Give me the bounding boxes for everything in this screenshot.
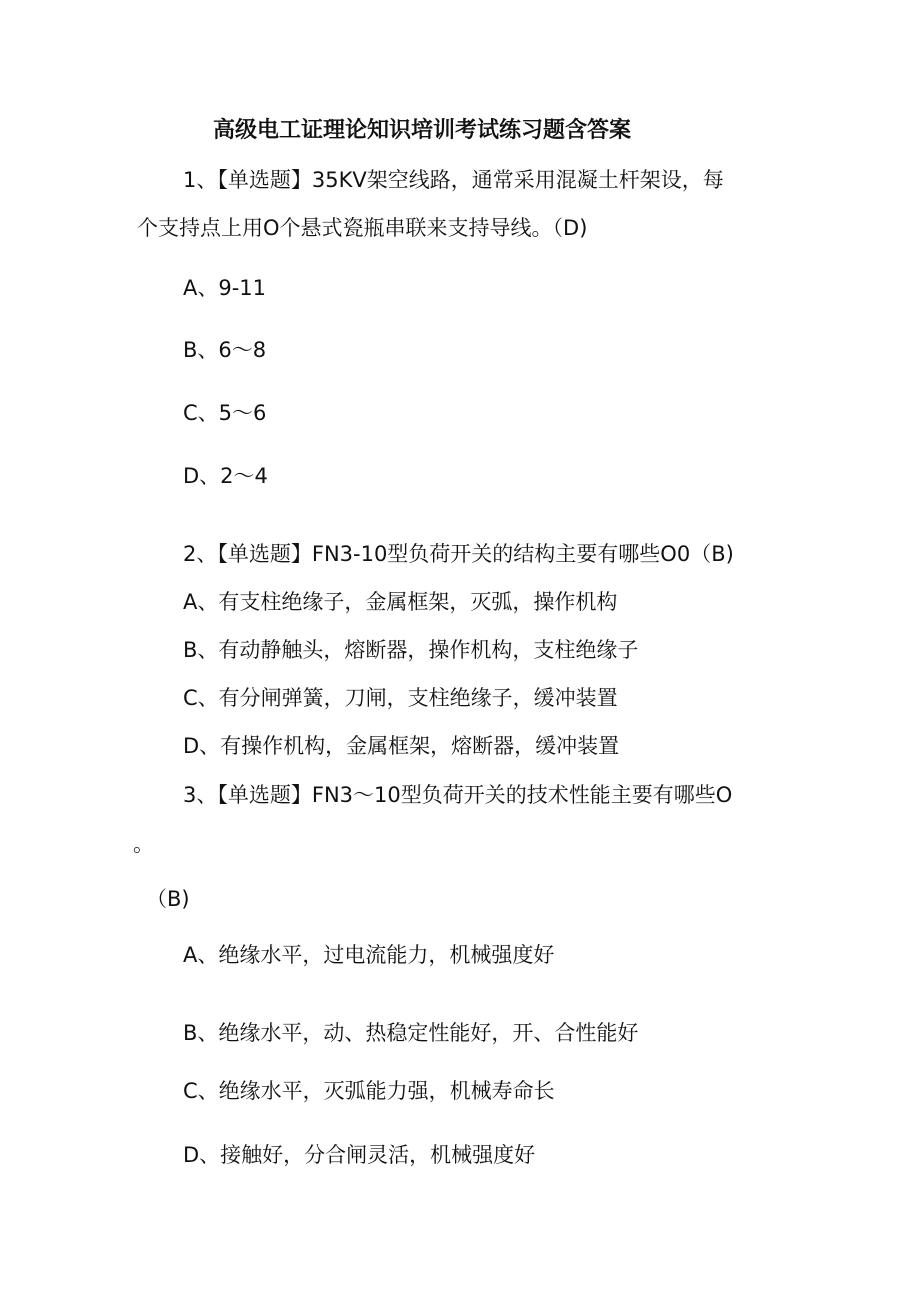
question-1-stem-line-1: 1、【单选题】35KV架空线路，通常采用混凝土杆架设，每 — [183, 168, 724, 192]
question-2-option-a: A、有支柱绝缘子，金属框架，灭弧，操作机构 — [183, 590, 618, 614]
question-3-option-d: D、接触好，分合闸灵活，机械强度好 — [183, 1143, 536, 1167]
question-3-stem-line-2: 。 — [133, 832, 154, 856]
question-3-option-a: A、绝缘水平，过电流能力，机械强度好 — [183, 943, 555, 967]
question-1-stem-line-2: 个支持点上用O个悬式瓷瓶串联来支持导线。（D) — [137, 216, 588, 240]
question-1-option-d: D、2～4 — [183, 464, 268, 488]
question-3-option-c: C、绝缘水平，灭弧能力强，机械寿命长 — [183, 1079, 555, 1103]
question-3-stem-line-1: 3、【单选题】FN3～10型负荷开关的技术性能主要有哪些O — [183, 783, 733, 807]
page-title: 高级电工证理论知识培训考试练习题含答案 — [213, 117, 632, 143]
question-1-option-b: B、6～8 — [183, 338, 267, 362]
question-2-option-c: C、有分闸弹簧，刀闸，支柱绝缘子，缓冲装置 — [183, 686, 618, 710]
question-2-option-b: B、有动静触头，熔断器，操作机构，支柱绝缘子 — [183, 638, 639, 662]
question-3-option-b: B、绝缘水平，动、热稳定性能好，开、合性能好 — [183, 1021, 639, 1045]
question-3-stem-line-3: （B) — [146, 887, 190, 911]
question-1-option-a: A、9-11 — [183, 276, 267, 300]
question-2-stem: 2、【单选题】FN3-10型负荷开关的结构主要有哪些O0（B) — [183, 542, 734, 566]
question-1-option-c: C、5～6 — [183, 401, 267, 425]
question-2-option-d: D、有操作机构，金属框架，熔断器，缓冲装置 — [183, 734, 620, 758]
